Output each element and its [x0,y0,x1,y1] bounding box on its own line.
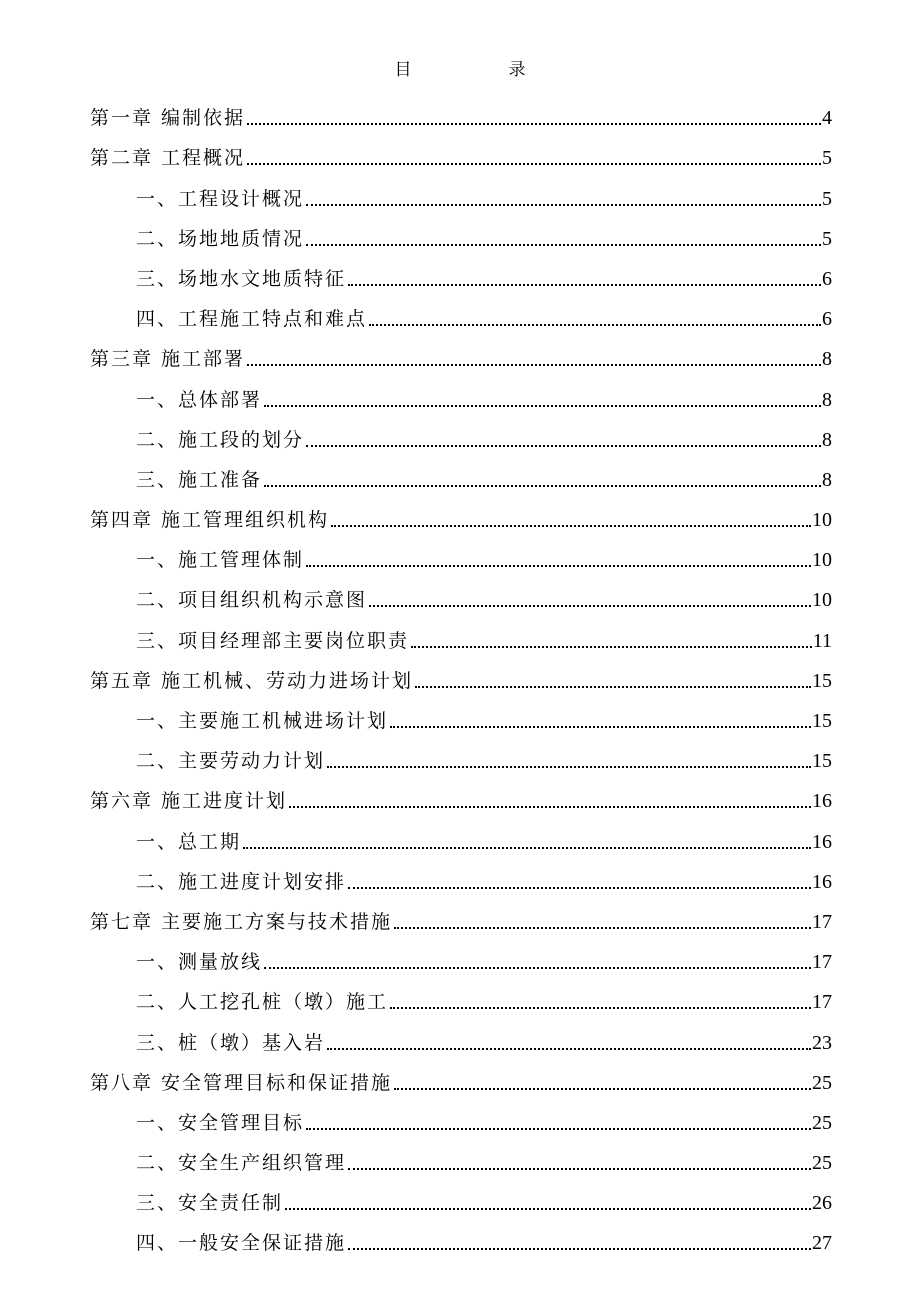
toc-page-number: 8 [822,428,832,451]
toc-chapter-entry[interactable] [90,132,832,172]
toc-entry-text: 三、场地水文地质特征 [136,267,347,290]
toc-entry-text: 二、人工挖孔桩（墩）施工 [136,991,389,1014]
toc-entry-text: 二、项目组织机构示意图 [136,589,368,612]
toc-dot-leader [327,766,811,768]
toc-dot-leader [243,847,811,849]
toc-page-number: 6 [822,308,832,331]
toc-section-entry[interactable] [90,414,832,454]
toc-page-number: 15 [812,710,832,732]
toc-entry-text: 一、安全管理目标 [136,1111,305,1134]
toc-section-entry[interactable] [90,213,832,253]
toc-dot-leader [348,887,811,889]
toc-page-number: 25 [812,1071,832,1094]
toc-section-entry[interactable] [90,172,832,212]
toc-dot-leader [306,244,821,246]
toc-chapter-entry[interactable] [90,494,832,534]
toc-page-number: 25 [812,1152,832,1175]
toc-chapter-entry[interactable] [90,92,832,132]
toc-page-number: 11 [812,629,832,652]
toc-page-number: 17 [812,951,832,974]
toc-dot-leader [348,1168,811,1170]
toc-entry-text: 一、测量放线 [136,951,263,974]
toc-chapter-entry[interactable] [90,333,832,373]
toc-dot-leader [394,927,811,929]
toc-page-number: 17 [812,991,832,1014]
toc-section-entry[interactable] [90,695,832,735]
toc-dot-leader [348,284,821,286]
toc-dot-leader [306,204,821,206]
toc-entry-text: 四、工程施工特点和难点 [136,308,368,331]
toc-dot-leader [348,1248,811,1250]
toc-dot-leader [306,1128,811,1130]
toc-chapter-entry[interactable] [90,775,832,815]
toc-page-number: 16 [812,870,832,893]
toc-section-entry[interactable] [90,976,832,1016]
toc-entry-text: 一、主要施工机械进场计划 [136,710,389,732]
toc-section-entry[interactable] [90,735,832,775]
toc-page-number: 16 [812,830,832,853]
toc-section-entry[interactable] [90,1217,832,1257]
toc-chapter-entry[interactable] [90,655,832,695]
toc-entry-text: 三、项目经理部主要岗位职责 [136,629,410,652]
toc-chapter-entry[interactable] [90,896,832,936]
toc-section-entry[interactable] [90,293,832,333]
toc-section-entry[interactable] [90,936,832,976]
toc-section-entry[interactable] [90,253,832,293]
toc-page-number: 5 [822,227,832,250]
toc-entry-text: 第四章 施工管理组织机构 [90,509,330,532]
toc-dot-leader [247,123,821,125]
toc-section-entry[interactable] [90,815,832,855]
toc-entry-text: 二、安全生产组织管理 [136,1152,347,1175]
toc-entry-text: 二、场地地质情况 [136,227,305,250]
toc-section-entry[interactable] [90,1137,832,1177]
toc-dot-leader [411,646,812,648]
toc-section-entry[interactable] [90,373,832,413]
toc-page-number: 10 [812,509,832,532]
toc-dot-leader [390,726,811,728]
toc-entry-text: 一、总体部署 [136,388,263,411]
toc-page-number: 16 [812,790,832,813]
toc-entry-text: 三、安全责任制 [136,1192,284,1215]
toc-entry-text: 第三章 施工部署 [90,348,246,371]
toc-dot-leader [264,485,821,487]
toc-dot-leader [369,324,821,326]
toc-page-number: 15 [812,750,832,773]
toc-entry-text: 第八章 安全管理目标和保证措施 [90,1071,393,1094]
toc-page-number: 17 [812,910,832,933]
toc-dot-leader [264,405,821,407]
toc-page-number: 23 [812,1031,832,1054]
toc-entry-text: 第一章 编制依据 [90,107,246,130]
toc-page-number: 26 [812,1192,832,1215]
toc-dot-leader [306,565,811,567]
toc-page-number: 27 [812,1232,832,1255]
toc-dot-leader [369,605,811,607]
toc-page-number: 4 [822,107,832,130]
toc-page-number: 6 [822,267,832,290]
toc-entry-text: 第二章 工程概况 [90,147,246,170]
toc-dot-leader [331,525,811,527]
toc-page-number: 15 [812,669,832,692]
toc-entry-text: 三、桩（墩）基入岩 [136,1031,326,1054]
toc-page-number: 5 [822,147,832,170]
toc-page-number: 10 [812,549,832,572]
toc-list [90,92,832,1257]
toc-chapter-entry[interactable] [90,1057,832,1097]
toc-entry-text: 第七章 主要施工方案与技术措施 [90,910,393,933]
toc-dot-leader [306,445,821,447]
toc-section-entry[interactable] [90,1097,832,1137]
toc-dot-leader [390,1007,811,1009]
toc-page-number: 5 [822,187,832,210]
toc-dot-leader [289,806,811,808]
toc-dot-leader [264,967,811,969]
toc-dot-leader [394,1088,811,1090]
toc-page-number: 8 [822,388,832,411]
toc-dot-leader [247,364,821,366]
toc-dot-leader [327,1048,811,1050]
toc-dot-leader [247,163,821,165]
toc-entry-text: 二、施工进度计划安排 [136,870,347,893]
toc-page-number: 8 [822,348,832,371]
toc-section-entry[interactable] [90,614,832,654]
toc-section-entry[interactable] [90,1177,832,1217]
toc-title: 目 录 [394,60,566,80]
toc-entry-text: 二、主要劳动力计划 [136,750,326,773]
toc-page-number: 8 [822,468,832,491]
toc-section-entry[interactable] [90,856,832,896]
toc-entry-text: 二、施工段的划分 [136,428,305,451]
toc-section-entry[interactable] [90,1016,832,1056]
toc-dot-leader [415,686,811,688]
toc-entry-text: 第六章 施工进度计划 [90,790,288,813]
toc-entry-text: 一、工程设计概况 [136,187,305,210]
toc-entry-text: 一、总工期 [136,830,242,853]
toc-page-number: 10 [812,589,832,612]
toc-section-entry[interactable] [90,454,832,494]
toc-section-entry[interactable] [90,534,832,574]
toc-entry-text: 一、施工管理体制 [136,549,305,572]
toc-entry-text: 第五章 施工机械、劳动力进场计划 [90,669,414,692]
toc-entry-text: 四、一般安全保证措施 [136,1232,347,1255]
toc-entry-text: 三、施工准备 [136,468,263,491]
toc-page-number: 25 [812,1111,832,1134]
toc-dot-leader [285,1208,811,1210]
toc-section-entry[interactable] [90,574,832,614]
